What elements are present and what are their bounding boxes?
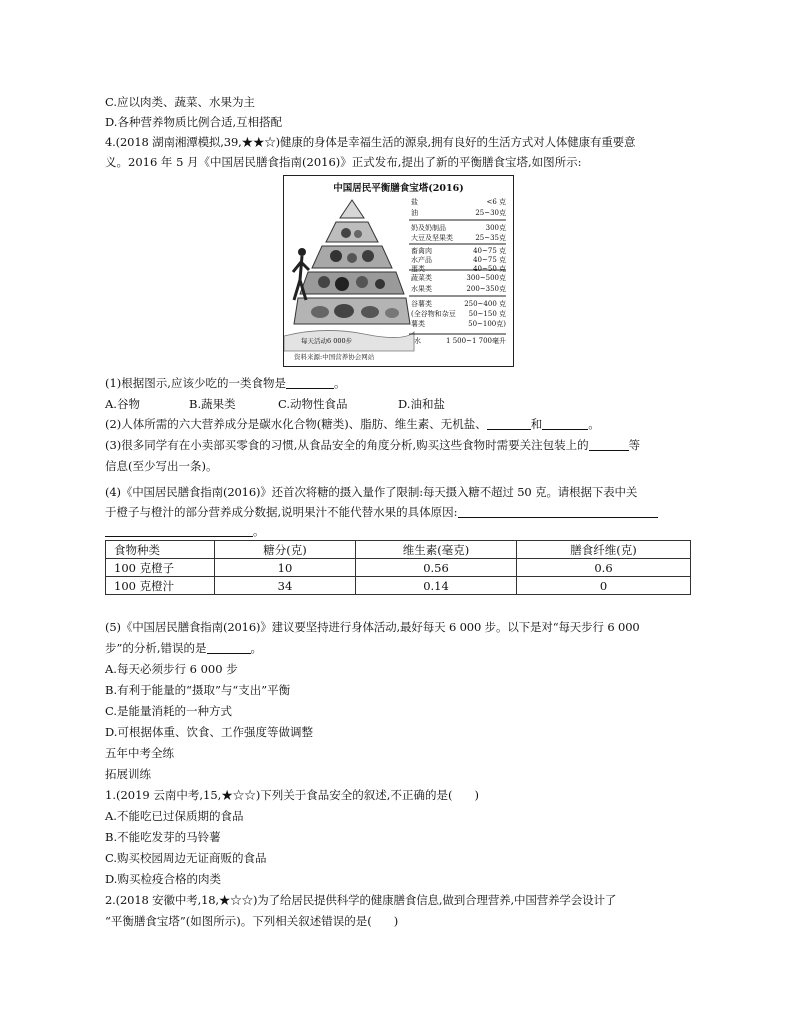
sub-question-4: (4)《中国居民膳食指南(2016)》还首次将糖的摄入量作了限制:每天摄入糖不超过 50 克。请根据下表中关 [105,485,638,499]
header-vitamin: 维生素(毫克) [356,541,517,559]
cell-sugar: 10 [215,559,356,577]
sub-question-2: (2)人体所需的六大营养成分是碳水化合物(糖类)、脂肪、维生素、无机盐、 和 。 [105,417,600,431]
table-row [106,577,691,595]
s5-option-d: D.可根据体重、饮食、工作强度等做调整 [105,725,313,739]
section-title-extension: 拓展训练 [105,767,151,781]
figure-source: 资料来源:中国营养协会网站 [294,353,375,361]
cell-sugar: 34 [215,577,356,595]
daily-activity-label: 每天活动6 000步 [301,337,353,345]
option-d: D.各种营养物质比例合适,互相搭配 [105,115,283,129]
s5-option-a: A.每天必须步行 6 000 步 [105,662,238,676]
problem-2: 2.(2018 安徽中考,18,★☆☆)为了给居民提供科学的健康膳食信息,做到合理营养,中国营养学会设计了 [105,893,617,907]
cell-fiber: 0 [517,577,691,595]
problem-2-cont: “平衡膳食宝塔”(如图所示)。下列相关叙述错误的是( ) [105,914,399,928]
s1-option-b: B.蔬果类 [189,397,236,411]
header-food: 食物种类 [106,541,215,559]
cell-vitamin: 0.56 [356,559,517,577]
sub-question-5-cont: 步”的分析,错误的是 。 [105,641,263,655]
header-fiber: 膳食纤维(克) [517,541,691,559]
sub-question-1: (1)根据图示,应该少吃的一类食物是 。 [105,376,346,390]
p1-option-d: D.购买检疫合格的肉类 [105,872,221,886]
cell-food: 100 克橙子 [106,559,215,577]
table-header-row [106,541,691,559]
cell-vitamin: 0.14 [356,577,517,595]
cell-fiber: 0.6 [517,559,691,577]
sub-question-3: (3)很多同学有在小卖部买零食的习惯,从食品安全的角度分析,购买这些食物时需要关注包装上的 等 [105,438,641,452]
question-4-line-1: 4.(2018 湖南湘潭模拟,39,★★☆)健康的身体是幸福生活的源泉,拥有良好的生活方式对人体健康有重要意 [105,135,636,149]
nutrition-table [105,540,691,595]
s1-option-a: A.谷物 [105,397,140,411]
sub-question-5: (5)《中国居民膳食指南(2016)》建议要坚持进行身体活动,最好每天 6 000 步。以下是对“每天步行 6 000 [105,620,640,634]
cell-food: 100 克橙汁 [106,577,215,595]
question-4-line-2: 义。2016 年 5 月《中国居民膳食指南(2016)》正式发布,提出了新的平衡膳食宝塔,如图所示: [105,155,582,169]
section-title-exam: 五年中考全练 [105,746,174,760]
p1-option-b: B.不能吃发芽的马铃薯 [105,830,221,844]
figure-title: 中国居民平衡膳食宝塔(2016) [333,183,464,194]
s5-option-c: C.是能量消耗的一种方式 [105,704,233,718]
food-pyramid-figure: 中国居民平衡膳食宝塔(2016) 盐 <6 克 油 25~30克 奶及奶制品 300克 大豆及坚果类 25~35克 畜禽肉 40~75 克 水产品 40~75 克 蛋类 40~50 克 蔬菜类 300~500克 水果类 200~350克 谷薯类 250~400 克 (全谷物和杂豆 50~150 克 薯类 50~100克) 水 1 500~1 700毫升 每天活动6 000步 资料来源:中国营养协会网站 [283,175,514,367]
problem-1: 1.(2019 云南中考,15,★☆☆)下列关于食品安全的叙述,不正确的是( ) [105,788,479,802]
header-sugar: 糖分(克) [215,541,356,559]
p1-option-c: C.购买校园周边无证商贩的食品 [105,851,267,865]
sub-question-4-cont: 于橙子与橙汁的部分营养成分数据,说明果汁不能代替水果的具体原因: [105,504,658,520]
table-row [106,559,691,577]
s5-option-b: B.有利于能量的“摄取”与“支出”平衡 [105,683,291,697]
sub-question-3-cont: 信息(至少写出一条)。 [105,459,218,473]
s1-option-d: D.油和盐 [398,397,445,411]
s1-option-c: C.动物性食品 [278,397,348,411]
option-c: C.应以肉类、蔬菜、水果为主 [105,95,256,109]
sub-question-4-answer-line: 。 [105,523,265,539]
p1-option-a: A.不能吃已过保质期的食品 [105,809,244,823]
